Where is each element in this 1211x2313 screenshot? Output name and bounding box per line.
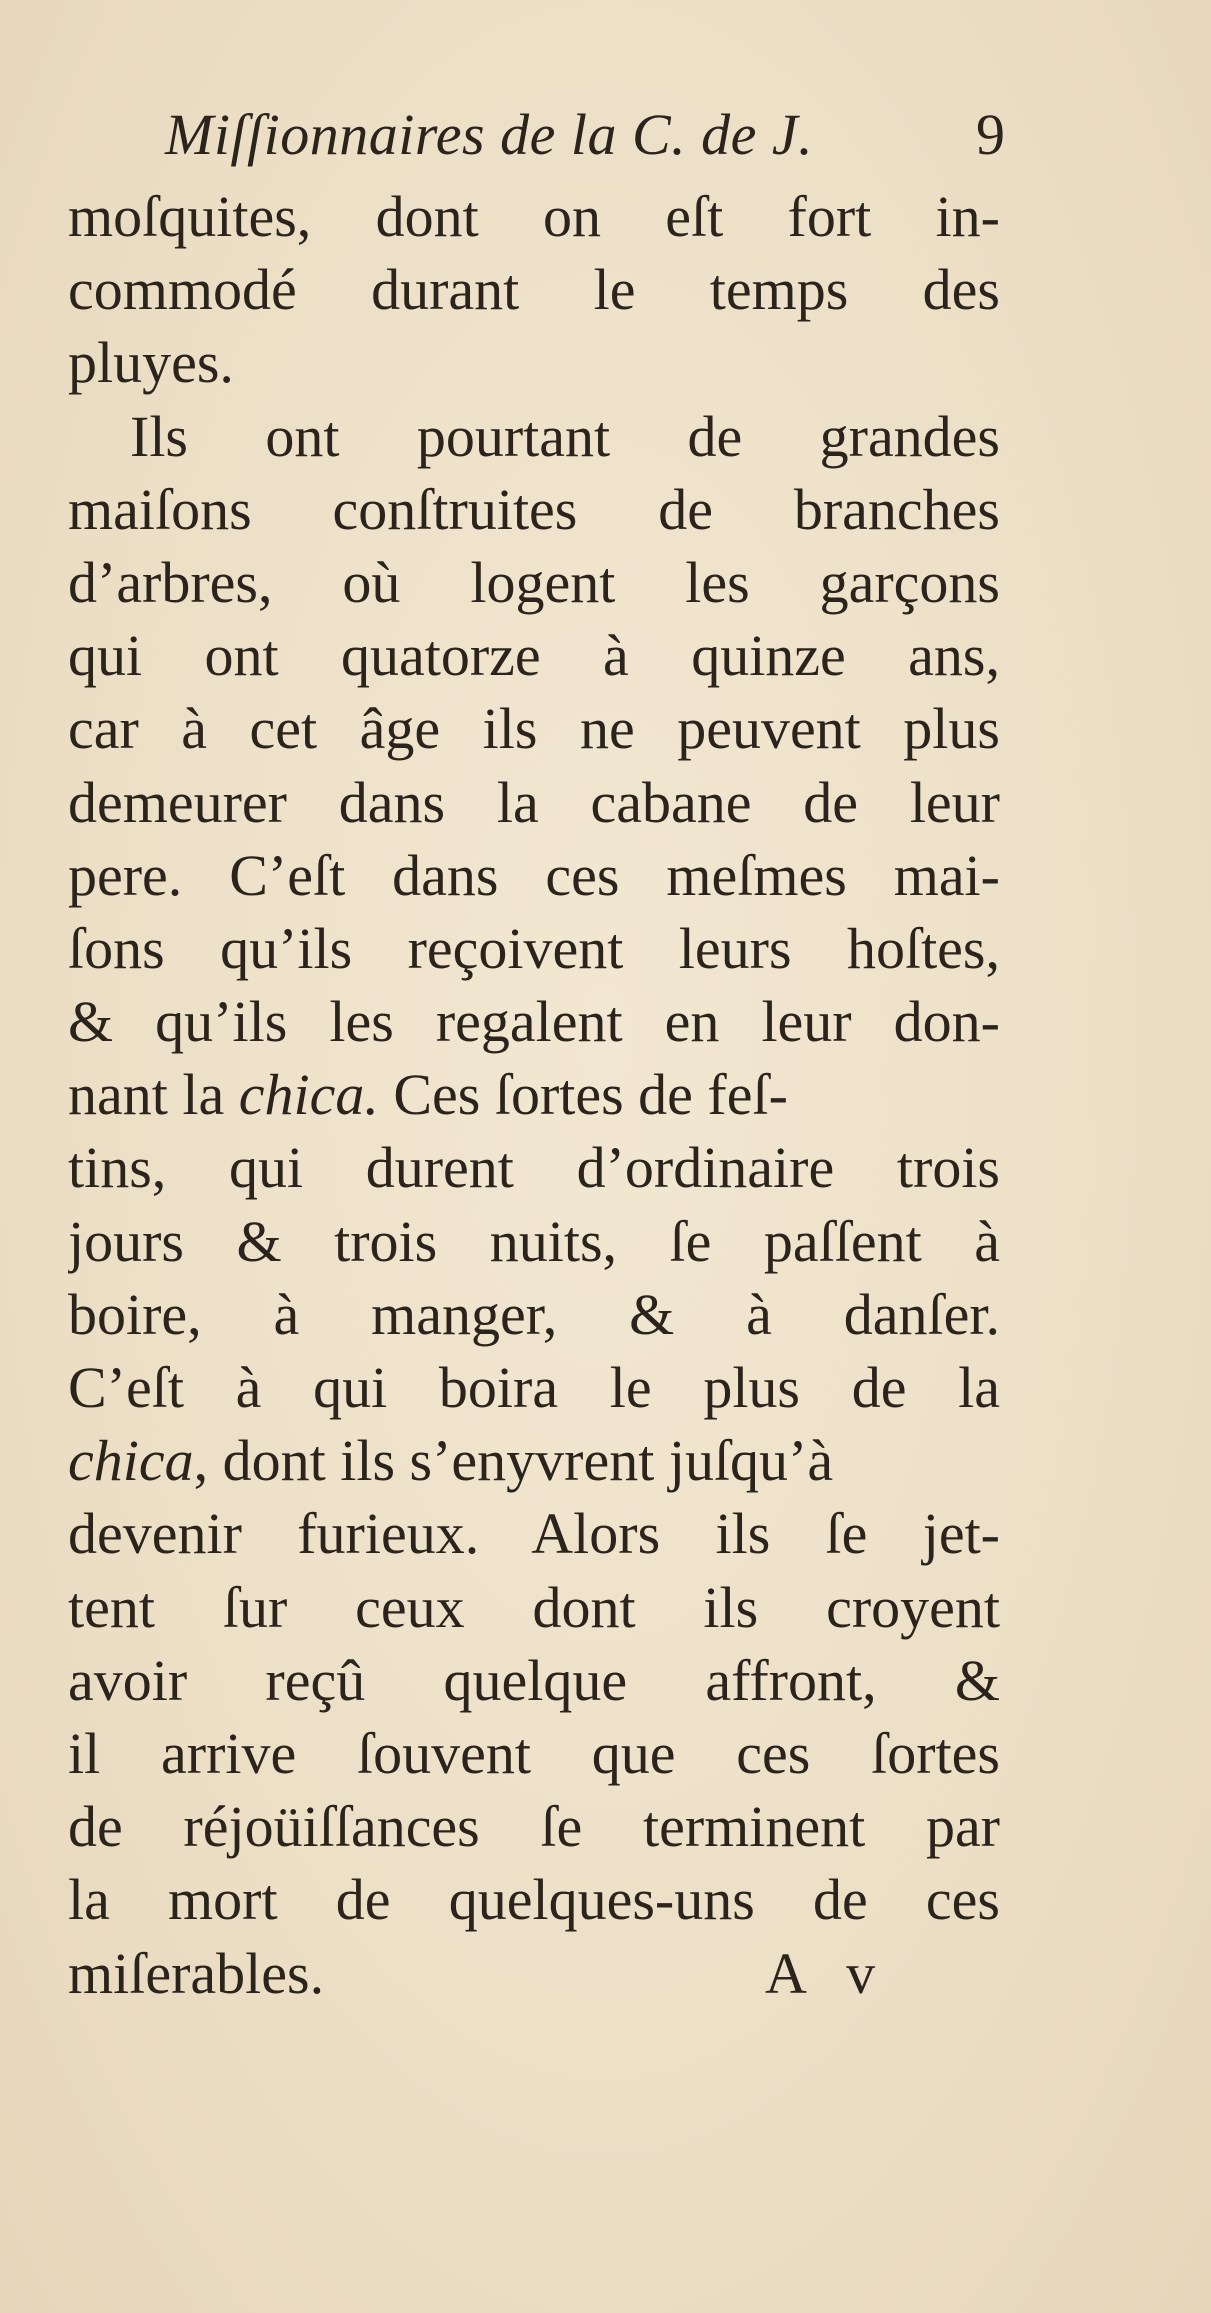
text-line (68, 1424, 1000, 1497)
text-segment: miſerables. (68, 1940, 325, 2006)
text-line: qui ont quatorze à quinze ans, (68, 623, 1000, 689)
text-line: car à cet âge ils ne peuvent plus (68, 696, 1000, 762)
text-segment: , dont ils s’enyvrent juſqu’à (193, 1428, 834, 1494)
text-line: avoir reçû quelque affront, & (68, 1647, 1000, 1713)
italic-word: chica (68, 1428, 194, 1494)
body-text (68, 180, 1000, 2010)
text-line-final (68, 1937, 1000, 2010)
text-line: commodé durant le temps des (68, 257, 1000, 323)
running-title: Miſſionnaires de la C. de J. (165, 102, 814, 167)
text-line: de réjoüiſſances ſe terminent par (68, 1794, 1000, 1860)
text-line (68, 1058, 1000, 1131)
text-segment: Ces ſortes de feſ- (378, 1062, 788, 1128)
text-line: pluyes. (68, 330, 234, 396)
text-line: tent ſur ceux dont ils croyent (68, 1574, 1000, 1640)
text-line: moſquites, dont on eſt fort in- (68, 184, 1000, 249)
text-line: tins, qui durent d’ordinaire trois (68, 1135, 1000, 1201)
text-line: boire, à manger, & à danſer. (68, 1281, 1000, 1347)
signature-mark: A v (765, 1940, 890, 2006)
text-segment: nant la (68, 1062, 239, 1128)
text-line: il arrive ſouvent que ces ſortes (68, 1720, 1000, 1786)
italic-word: chica. (238, 1062, 379, 1128)
text-line: d’arbres, où logent les garçons (68, 549, 1000, 615)
text-line: maiſons conſtruites de branches (68, 476, 1000, 542)
text-line: devenir furieux. Alors ils ſe jet- (68, 1501, 1000, 1567)
text-line: Ils ont pourtant de grandes (130, 403, 1000, 469)
page-header (165, 100, 1025, 170)
text-line: demeurer dans la cabane de leur (68, 769, 1000, 835)
page-number: 9 (976, 102, 1005, 167)
text-line: & qu’ils les regalent en leur don- (68, 989, 1000, 1055)
text-line: la mort de quelques-uns de ces (68, 1867, 1000, 1933)
text-line: C’eſt à qui boira le plus de la (68, 1355, 1000, 1420)
text-line: jours & trois nuits, ſe paſſent à (68, 1208, 1000, 1274)
text-line: pere. C’eſt dans ces meſmes mai- (68, 842, 1000, 908)
text-line: ſons qu’ils reçoivent leurs hoſtes, (68, 915, 1000, 981)
